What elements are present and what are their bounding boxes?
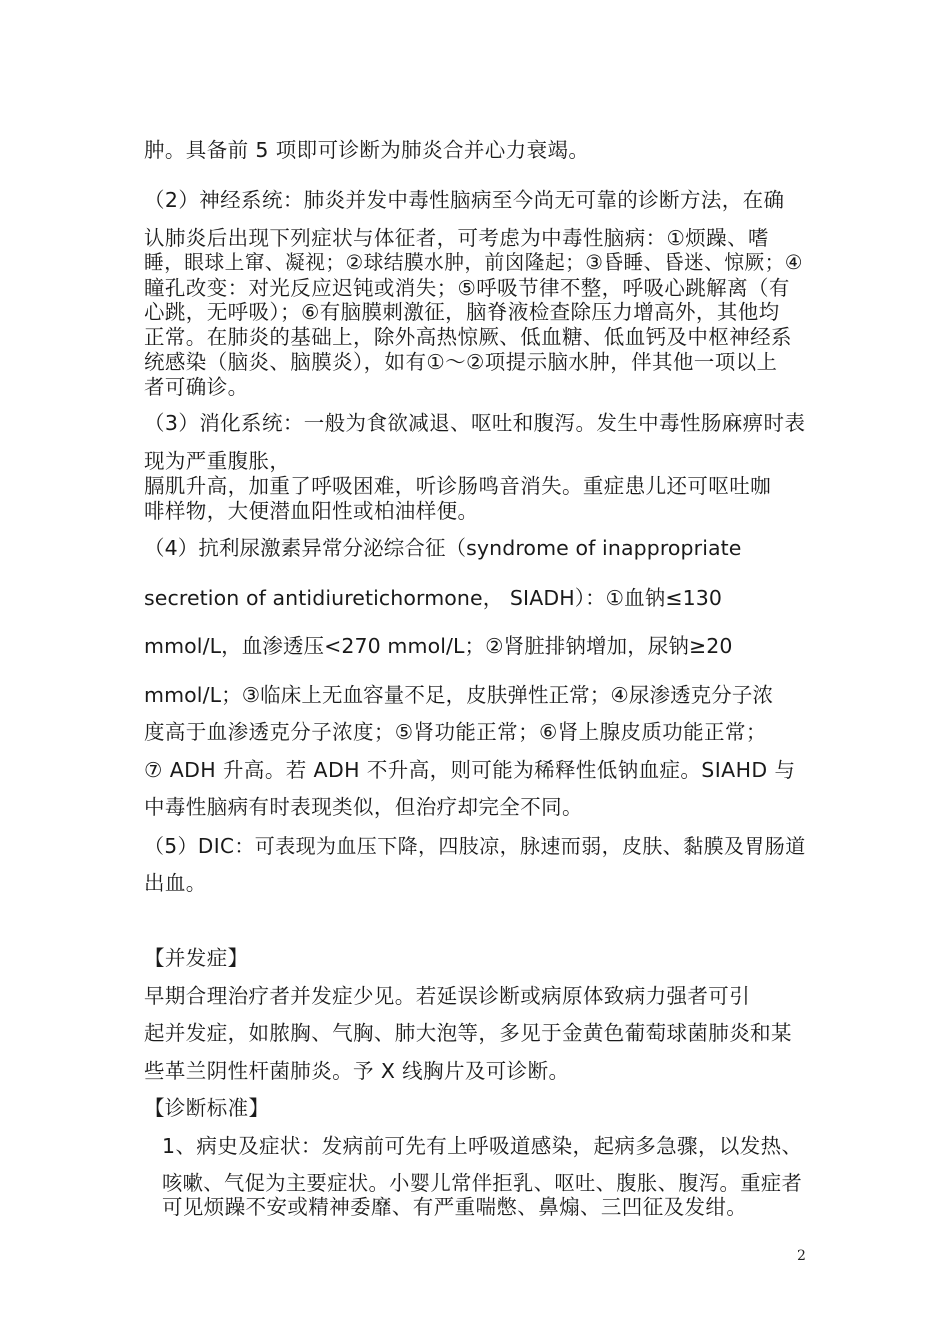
text-line: 可见烦躁不安或精神委靡、有严重喘憋、鼻煽、三凹征及发绀。 [162, 1195, 748, 1219]
page-number: 2 [797, 1248, 806, 1264]
text-line: mmol/L；③临床上无血容量不足，皮肤弹性正常；④尿渗透克分子浓 [144, 683, 774, 707]
text-line: mmol/L，血渗透压<270 mmol/L；②肾脏排钠增加，尿钠≥20 [144, 634, 733, 658]
text-line: 起并发症，如脓胸、气胸、肺大泡等，多见于金黄色葡萄球菌肺炎和某 [144, 1021, 792, 1045]
text-line: 咳嗽、气促为主要症状。小婴儿常伴拒乳、呕吐、腹胀、腹泻。重症者 [162, 1171, 803, 1195]
text-line: 正常。在肺炎的基础上，除外高热惊厥、低血糖、低血钙及中枢神经系 [144, 325, 792, 349]
text-line: 中毒性脑病有时表现类似，但治疗却完全不同。 [144, 795, 583, 819]
section-heading: 【并发症】 [144, 946, 249, 970]
text-line: 肿。具备前 5 项即可诊断为肺炎合并心力衰竭。 [144, 138, 590, 162]
text-line: 认肺炎后出现下列症状与体征者，可考虑为中毒性脑病：①烦躁、嗜 [144, 226, 769, 250]
text-line: 膈肌升高，加重了呼吸困难，听诊肠鸣音消失。重症患儿还可呕吐咖 [144, 474, 771, 498]
text-line: secretion of antidiuretichormone， SIADH）：①血钠≤130 [144, 586, 723, 610]
text-line: 出血。 [144, 871, 207, 895]
text-line: 些革兰阴性杆菌肺炎。予 X 线胸片及可诊断。 [144, 1059, 570, 1083]
text-line: 早期合理治疗者并发症少见。若延误诊断或病原体致病力强者可引 [144, 984, 751, 1008]
text-line: 1、病史及症状：发病前可先有上呼吸道感染，起病多急骤，以发热、 [162, 1134, 803, 1158]
text-line: （3）消化系统：一般为食欲减退、呕吐和腹泻。发生中毒性肠麻痹时表 [144, 411, 806, 435]
text-line: 瞳孔改变：对光反应迟钝或消失；⑤呼吸节律不整，呼吸心跳解离（有 [144, 276, 790, 300]
text-line: ⑦ ADH 升高。若 ADH 不升高，则可能为稀释性低钠血症。SIAHD 与 [144, 758, 796, 782]
text-line: 统感染（脑炎、脑膜炎），如有①～②项提示脑水肿，伴其他一项以上 [144, 350, 778, 374]
section-heading: 【诊断标准】 [144, 1096, 270, 1120]
text-line: 度高于血渗透克分子浓度；⑤肾功能正常；⑥肾上腺皮质功能正常； [144, 720, 767, 744]
text-line: （5）DIC：可表现为血压下降，四肢凉，脉速而弱，皮肤、黏膜及胃肠道 [144, 834, 806, 858]
text-line: 睡，眼球上窜、凝视；②球结膜水肿，前囟隆起；③昏睡、昏迷、惊厥；④ [144, 251, 803, 274]
text-line: 啡样物，大便潜血阳性或柏油样便。 [144, 499, 479, 523]
text-line: （2）神经系统：肺炎并发中毒性脑病至今尚无可靠的诊断方法，在确 [144, 188, 785, 212]
text-line: 心跳，无呼吸）；⑥有脑膜刺激征，脑脊液检查除压力增高外，其他均 [144, 300, 780, 324]
text-line: （4）抗利尿激素异常分泌综合征（syndrome of inappropriate [144, 536, 742, 560]
text-line: 者可确诊。 [144, 375, 249, 399]
text-line: 现为严重腹胀， [144, 449, 291, 473]
